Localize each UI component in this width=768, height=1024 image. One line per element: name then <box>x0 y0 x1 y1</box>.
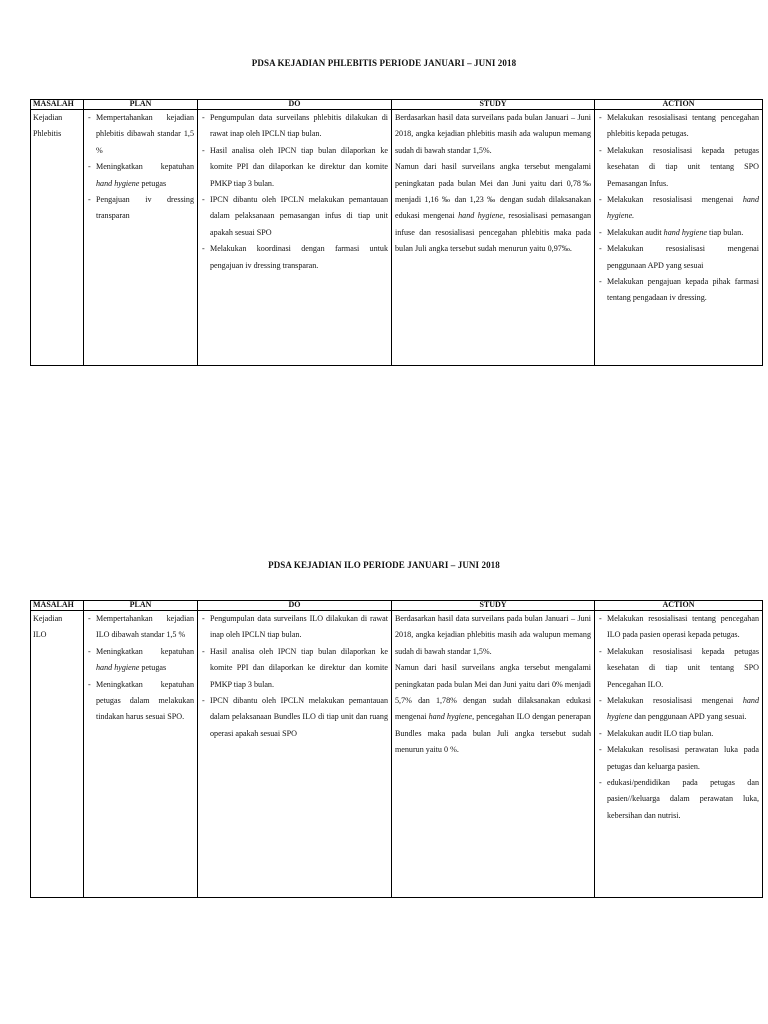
phlebitis-pdsa-table <box>30 99 763 366</box>
list-item: - Melakukan resosialisasi mengenai hand hygiene dan penggunaan APD yang sesuai. <box>598 693 759 726</box>
do-cell <box>198 110 392 366</box>
list-item: - Hasil analisa oleh IPCN tiap bulan dilaporkan ke komite PPI dan dilaporkan ke direktur dan komite PMKP tiap 3 bulan. <box>201 143 388 192</box>
list-item: - Melakukan resosialisasi kepada petugas kesehatan di tiap unit tentang SPO Pencegahan ILO. <box>598 644 759 693</box>
header-plan: PLAN <box>84 601 198 611</box>
header-study: STUDY <box>392 100 595 110</box>
study-text <box>395 110 591 258</box>
list-item: - Pengumpulan data surveilans phlebitis dilakukan di rawat inap oleh IPCLN tiap bulan. <box>201 110 388 143</box>
italic-term: hand hygiene <box>428 712 473 722</box>
italic-term: hand hygiene <box>458 211 503 221</box>
header-row <box>31 100 763 110</box>
study-paragraph: Namun dari hasil surveilans angka tersebut mengalami peningkatan pada bulan Mei dan Juni yaitu dari 0% menjadi 5,7% dan 1,78% dengan sudah dilaksanakan edukasi mengenai hand hygiene, pencegahan ILO dengan penerapan Bundles maka pada bulan Juli angka tersebut sudah menurun yaitu 0 %. <box>395 663 591 755</box>
header-masalah: MASALAH <box>31 601 84 611</box>
list-item: - Pengajuan iv dressing transparan <box>87 192 194 225</box>
list-item: - Meningkatkan kepatuhan hand hygiene petugas <box>87 159 194 192</box>
plan-cell <box>84 611 198 898</box>
header-masalah: MASALAH <box>31 100 84 110</box>
list-item: - Melakukan resosialisasi tentang pencegahan ILO pada pasien operasi kepada petugas. <box>598 611 759 644</box>
list-item: - IPCN dibantu oleh IPCLN melakukan pemantauan dalam pelaksanaan Bundles ILO di tiap unit dan ruang operasi apakah sesuai SPO <box>201 693 388 742</box>
plan-cell <box>84 110 198 366</box>
table-row <box>31 110 763 366</box>
study-paragraph: Berdasarkan hasil data surveilans pada bulan Januari – Juni 2018, angka kejadian phlebitis masih ada walupun memang sudah di bawah standar 1,5%. <box>395 614 591 656</box>
list-item: - Hasil analisa oleh IPCN tiap bulan dilaporkan ke komite PPI dan dilaporkan ke direktur dan komite PMKP tiap 3 bulan. <box>201 644 388 693</box>
italic-term: hand hygiene. <box>607 195 759 221</box>
list-item: - Melakukan audit ILO tiap bulan. <box>598 726 759 742</box>
study-cell <box>392 110 595 366</box>
phlebitis-title: PDSA KEJADIAN PHLEBITIS PERIODE JANUARI – JUNI 2018 <box>251 58 517 68</box>
header-action: ACTION <box>595 601 763 611</box>
list-item: - Meningkatkan kepatuhan petugas dalam melakukan tindakan harus sesuai SPO. <box>87 677 194 726</box>
study-paragraph: Berdasarkan hasil data surveilans pada bulan Januari – Juni 2018, angka kejadian phlebitis masih ada walupun memang sudah di bawah standar 1,5%. <box>395 113 591 155</box>
header-row <box>31 601 763 611</box>
action-cell <box>595 110 763 366</box>
italic-term: hand hygiene <box>663 227 708 237</box>
do-cell <box>198 611 392 898</box>
list-item: - Melakukan pengajuan kepada pihak farmasi tentang pengadaan iv dressing. <box>598 274 759 307</box>
study-text <box>395 611 591 759</box>
study-paragraph: Namun dari hasil surveilans angka tersebut mengalami peningkatan pada bulan Mei dan Juni yaitu dari 0,78‰ menjadi 1,16 ‰ dan 1,23 ‰ dengan sudah dilaksanakan edukasi mengenai hand hygiene, resosialisasi pemasangan infuse dan resosialisasi pencegahan phlebitis maka pada bulan Juli angka tersebut sudah menurun yaitu 0,97‰. <box>395 162 591 254</box>
header-do: DO <box>198 100 392 110</box>
plan-list <box>87 611 194 726</box>
list-item: - Melakukan resosialisasi kepada petugas kesehatan di tiap unit tentang SPO Pemasangan Infus. <box>598 143 759 192</box>
ilo-pdsa-table <box>30 600 763 898</box>
italic-term: hand hygiene <box>96 663 140 673</box>
masalah-cell <box>31 611 84 898</box>
masalah-text: Kejadian Phlebitis <box>33 113 63 139</box>
list-item: - Mempertahankan kejadian phlebitis dibawah standar 1,5 % <box>87 110 194 159</box>
list-item: - Melakukan resosialisasi mengenai hand hygiene. <box>598 192 759 225</box>
list-item: - IPCN dibantu oleh IPCLN melakukan pemantauan dalam pelaksanaan pemasangan infus di tiap unit apakah sesuai SPO <box>201 192 388 241</box>
header-do: DO <box>198 601 392 611</box>
list-item: - Pengumpulan data surveilans ILO dilakukan di rawat inap oleh IPCLN tiap bulan. <box>201 611 388 644</box>
ilo-title: PDSA KEJADIAN ILO PERIODE JANUARI – JUNI 2018 <box>268 560 500 570</box>
masalah-cell <box>31 110 84 366</box>
table-row <box>31 611 763 898</box>
list-item: - Meningkatkan kepatuhan hand hygiene petugas <box>87 644 194 677</box>
action-list <box>598 110 759 307</box>
do-list <box>201 611 388 742</box>
study-cell <box>392 611 595 898</box>
list-item: - Melakukan resolisasi perawatan luka pada petugas dan keluarga pasien. <box>598 742 759 775</box>
plan-list <box>87 110 194 225</box>
italic-term: hand hygiene <box>96 178 140 188</box>
action-cell <box>595 611 763 898</box>
header-plan: PLAN <box>84 100 198 110</box>
header-action: ACTION <box>595 100 763 110</box>
header-study: STUDY <box>392 601 595 611</box>
do-list <box>201 110 388 274</box>
list-item: - Mempertahankan kejadian ILO dibawah standar 1,5 % <box>87 611 194 644</box>
list-item: - edukasi/pendidikan pada petugas dan pasien//keluarga dalam perawatan luka, kebersihan dan nutrisi. <box>598 775 759 824</box>
list-item: - Melakukan koordinasi dengan farmasi untuk pengajuan iv dressing transparan. <box>201 241 388 274</box>
list-item: - Melakukan resosialisasi mengenai penggunaan APD yang sesuai <box>598 241 759 274</box>
action-list <box>598 611 759 824</box>
masalah-text: Kejadian ILO <box>33 614 63 640</box>
italic-term: hand hygiene <box>607 696 759 722</box>
list-item: - Melakukan resosialisasi tentang pencegahan phlebitis kepada petugas. <box>598 110 759 143</box>
list-item: - Melakukan audit hand hygiene tiap bulan. <box>598 225 759 241</box>
